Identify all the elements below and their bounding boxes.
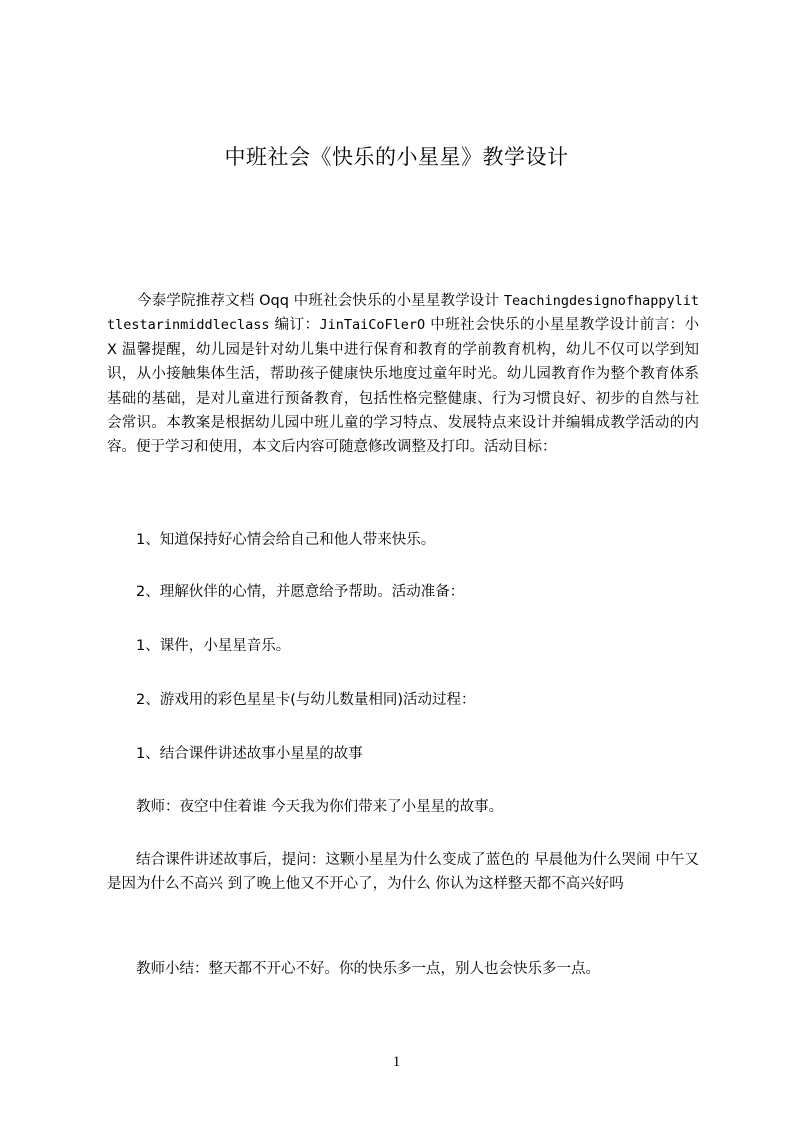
teacher-line: 教师：夜空中住着谁 今天我为你们带来了小星星的故事。 bbox=[136, 799, 504, 815]
intro-editor-code: JinTaiCoFlerO bbox=[319, 317, 426, 334]
intro-text-2: 编订： bbox=[269, 317, 320, 334]
intro-paragraph bbox=[107, 289, 699, 460]
intro-english-title: Teachingdesignofhappylittlestarinmiddleclass bbox=[107, 293, 699, 334]
prep-item-1: 1、课件，小星星音乐。 bbox=[136, 638, 291, 654]
prep-item-2: 2、游戏用的彩色星星卡(与幼儿数量相同)活动过程： bbox=[136, 692, 476, 708]
intro-text-1: 今泰学院推荐文档 Oqq 中班社会快乐的小星星教学设计 bbox=[137, 293, 504, 309]
document-title: 中班社会《快乐的小星星》教学设计 bbox=[224, 145, 569, 169]
story-questions: 结合课件讲述故事后，提问：这颗小星星为什么变成了蓝色的 早晨他为什么哭闹 中午又是因为什么不高兴 到了晚上他又不开心了，为什么 你认为这样整天都不高兴好吗 bbox=[107, 852, 699, 893]
intro-text-3: 中班社会快乐的小星星教学设计前言：小 X 温馨提醒，幼儿园是针对幼儿集中进行保育和教育的学前教育机构，幼儿不仅可以学到知识，从小接触集体生活，帮助孩子健康快乐地度过童年时光。幼儿园教育作为整个教育体系基础的基础，是对儿童进行预备教育，包括性格完整健康、行为习惯良好、初步的自然与社会常识。本教案是根据幼儿园中班儿童的学习特点、发展特点来设计并编辑成教学活动的内容。便于学习和使用，本文后内容可随意修改调整及打印。活动目标： bbox=[107, 317, 699, 456]
goal-item-1: 1、知道保持好心情会给自己和他人带来快乐。 bbox=[136, 532, 436, 548]
teacher-summary: 教师小结：整天都不开心不好。你的快乐多一点，别人也会快乐多一点。 bbox=[136, 961, 600, 977]
process-item-1: 1、结合课件讲述故事小星星的故事 bbox=[136, 746, 363, 762]
goal-item-2: 2、理解伙伴的心情，并愿意给予帮助。活动准备： bbox=[136, 584, 465, 600]
page-number: 1 bbox=[392, 1054, 401, 1070]
